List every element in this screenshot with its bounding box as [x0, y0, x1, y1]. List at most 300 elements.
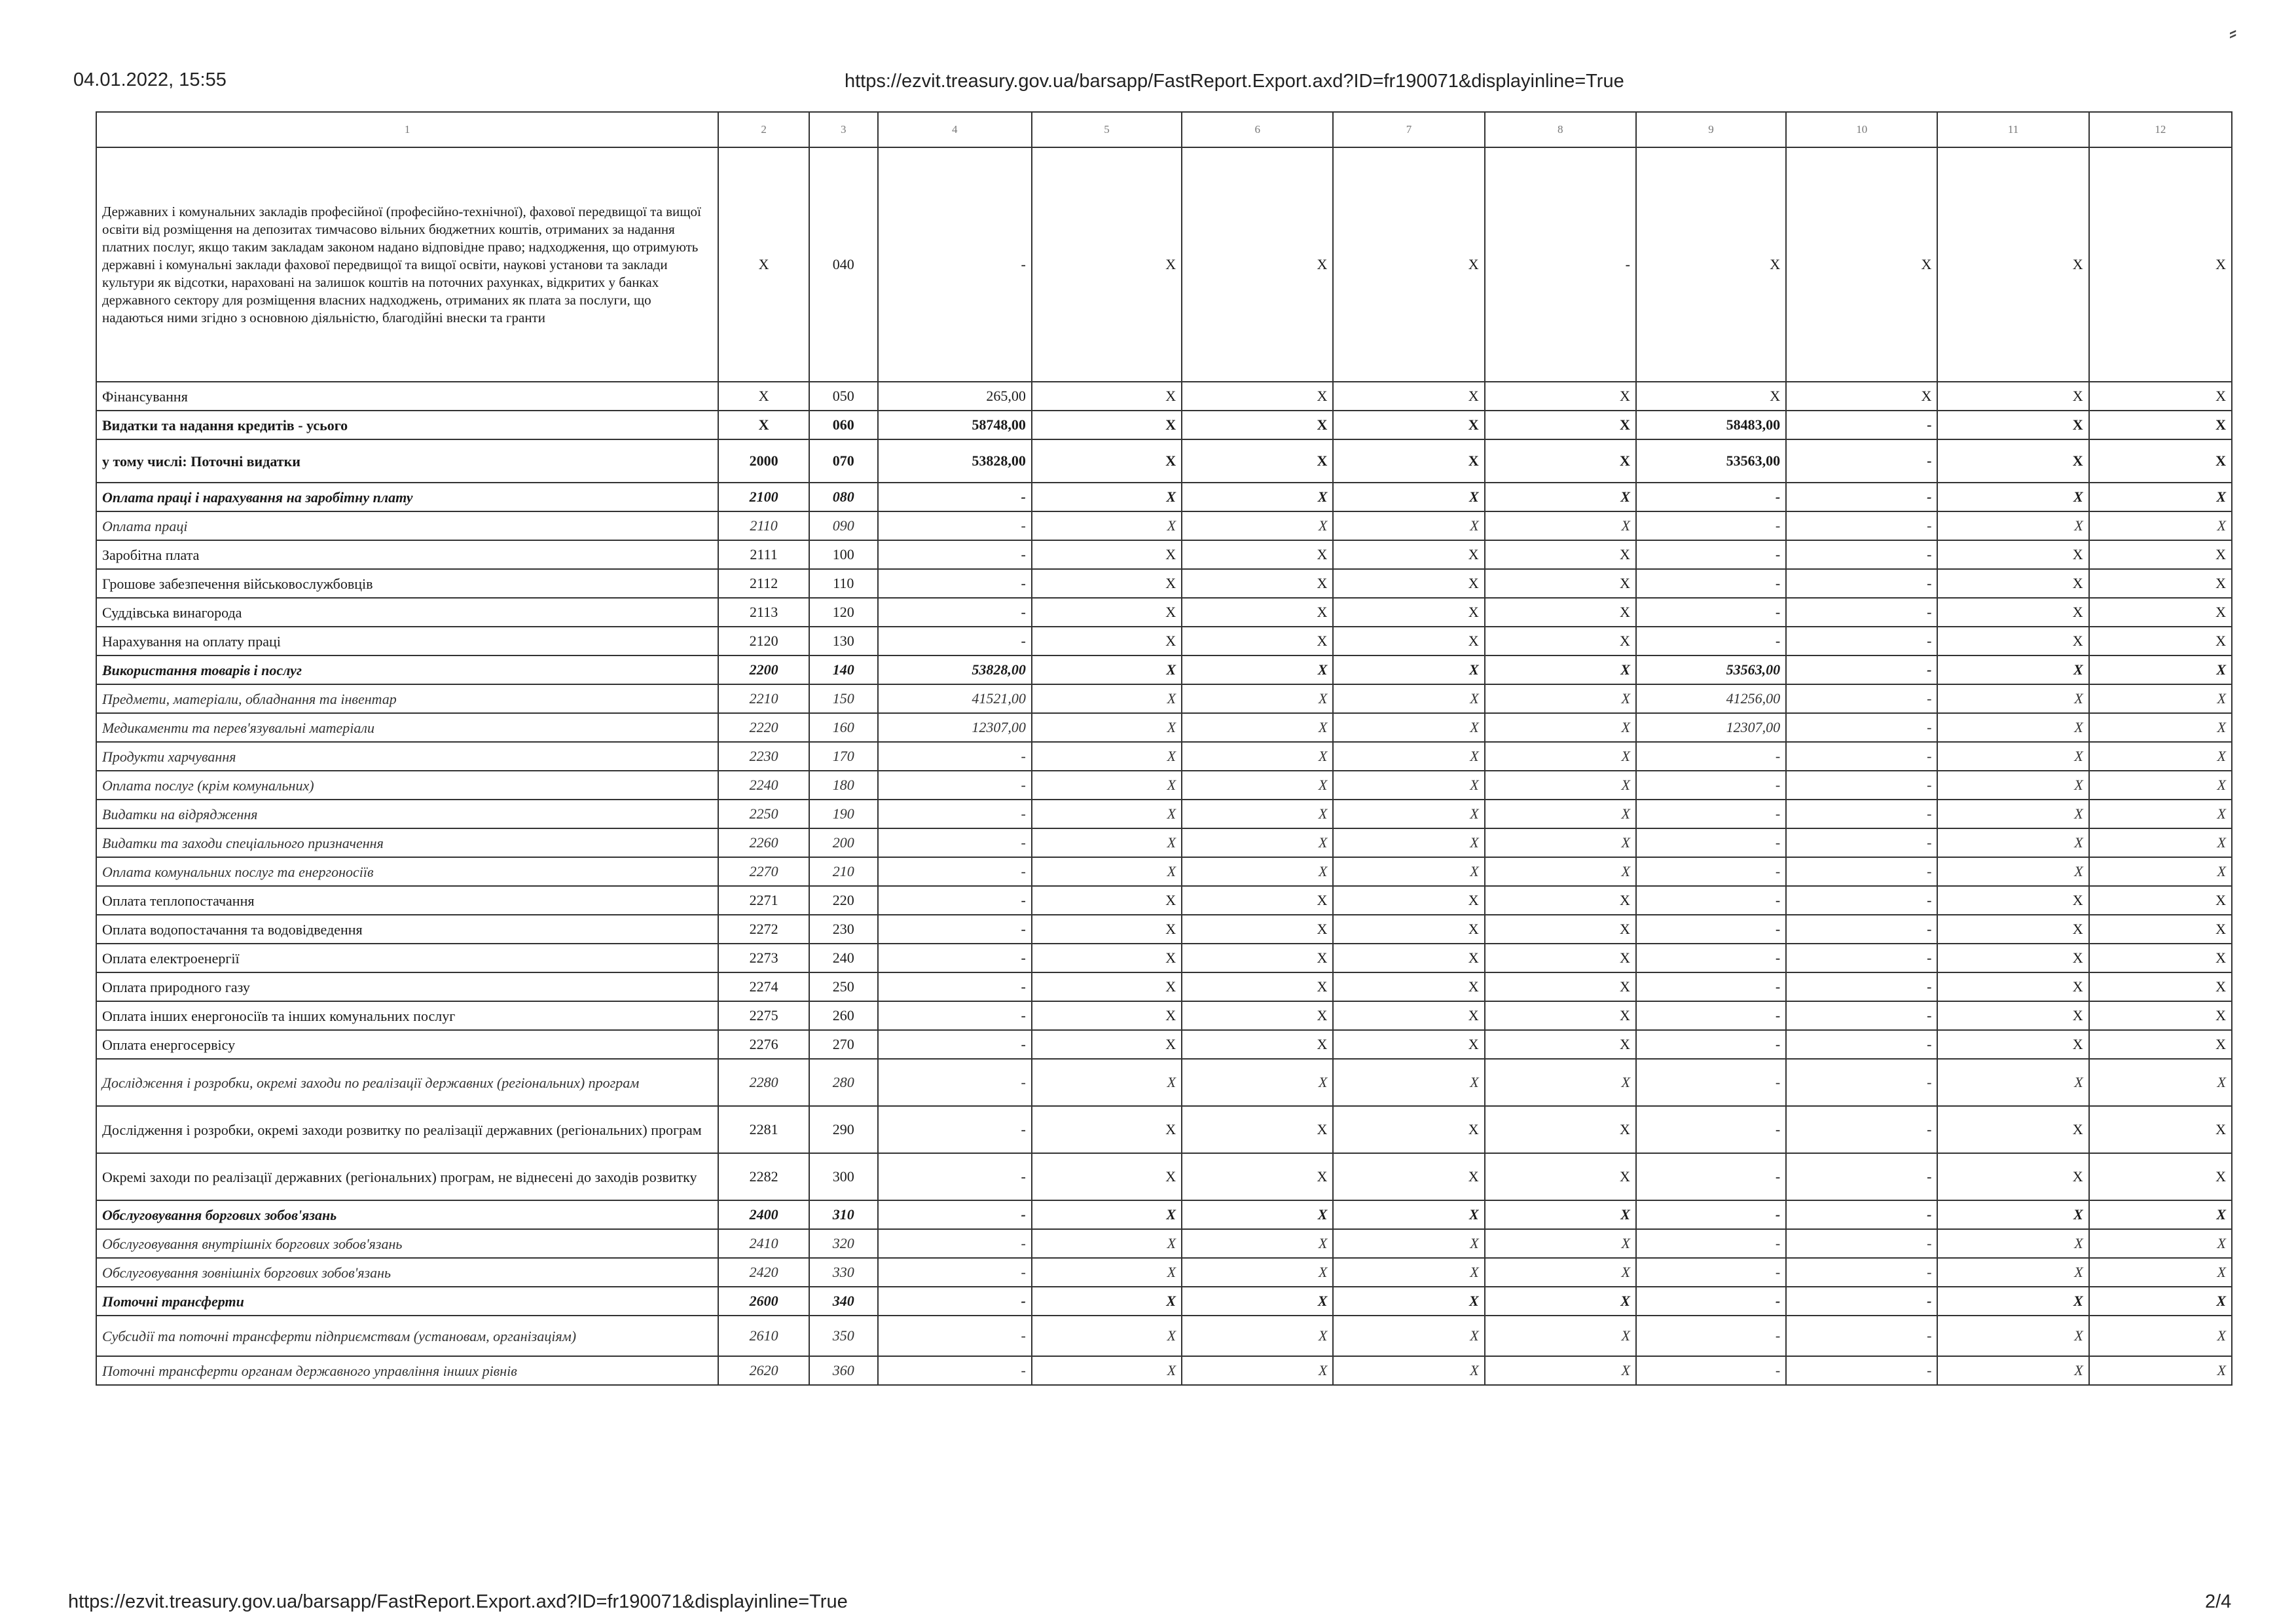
- value-col-12: X: [2089, 1287, 2232, 1316]
- value-col-5: X: [1032, 511, 1182, 540]
- table-row: [96, 857, 2232, 886]
- row-code: 170: [809, 742, 878, 771]
- value-col-9: -: [1636, 972, 1786, 1001]
- value-col-11: X: [1937, 411, 2088, 439]
- kekv-code: 2274: [718, 972, 809, 1001]
- value-col-11: X: [1937, 857, 2088, 886]
- value-col-11: X: [1937, 1153, 2088, 1200]
- value-col-7: X: [1333, 886, 1484, 915]
- row-code: 130: [809, 627, 878, 655]
- row-code: 110: [809, 569, 878, 598]
- value-col-5: X: [1032, 569, 1182, 598]
- value-col-7: X: [1333, 713, 1484, 742]
- value-col-8: X: [1485, 1106, 1636, 1153]
- value-col-11: X: [1937, 483, 2088, 511]
- value-col-7: X: [1333, 828, 1484, 857]
- value-col-11: X: [1937, 713, 2088, 742]
- value-col-6: X: [1182, 1153, 1333, 1200]
- value-col-9: -: [1636, 1356, 1786, 1385]
- row-label: Дослідження і розробки, окремі заходи по реалізації державних (регіональних) програм: [96, 1059, 718, 1106]
- value-col-12: X: [2089, 411, 2232, 439]
- row-label: Суддівська винагорода: [96, 598, 718, 627]
- column-number-4: 4: [878, 112, 1032, 147]
- value-col-12: X: [2089, 511, 2232, 540]
- row-label: Видатки та заходи спеціального призначення: [96, 828, 718, 857]
- value-col-10: -: [1786, 1316, 1937, 1356]
- row-code: 060: [809, 411, 878, 439]
- table-row: [96, 511, 2232, 540]
- value-col-4: -: [878, 511, 1032, 540]
- value-col-7: X: [1333, 1316, 1484, 1356]
- table-row: [96, 972, 2232, 1001]
- kekv-code: 2200: [718, 655, 809, 684]
- value-col-6: X: [1182, 655, 1333, 684]
- value-col-5: X: [1032, 382, 1182, 411]
- value-col-10: -: [1786, 828, 1937, 857]
- value-col-5: X: [1032, 972, 1182, 1001]
- page-url-header: https://ezvit.treasury.gov.ua/barsapp/FastReport.Export.axd?ID=fr190071&displayinline=True: [845, 71, 1624, 92]
- column-number-10: 10: [1786, 112, 1937, 147]
- table-row: [96, 540, 2232, 569]
- value-col-11: X: [1937, 742, 2088, 771]
- row-label: Субсидії та поточні трансферти підприємствам (установам, організаціям): [96, 1316, 718, 1356]
- value-col-9: -: [1636, 627, 1786, 655]
- value-col-11: X: [1937, 1316, 2088, 1356]
- value-col-8: X: [1485, 828, 1636, 857]
- value-col-4: -: [878, 147, 1032, 382]
- value-col-7: X: [1333, 1200, 1484, 1229]
- value-col-7: X: [1333, 915, 1484, 944]
- kekv-code: 2110: [718, 511, 809, 540]
- table-row: [96, 569, 2232, 598]
- value-col-11: X: [1937, 627, 2088, 655]
- value-col-4: -: [878, 1356, 1032, 1385]
- value-col-10: -: [1786, 540, 1937, 569]
- value-col-10: -: [1786, 1153, 1937, 1200]
- value-col-10: -: [1786, 1106, 1937, 1153]
- table-row: [96, 944, 2232, 972]
- row-label: Оплата праці: [96, 511, 718, 540]
- row-label: Обслуговування внутрішніх боргових зобов'язань: [96, 1229, 718, 1258]
- value-col-12: X: [2089, 655, 2232, 684]
- value-col-4: 58748,00: [878, 411, 1032, 439]
- value-col-4: -: [878, 627, 1032, 655]
- row-code: 150: [809, 684, 878, 713]
- row-code: 280: [809, 1059, 878, 1106]
- value-col-10: -: [1786, 915, 1937, 944]
- row-label: Оплата електроенергії: [96, 944, 718, 972]
- kekv-code: X: [718, 147, 809, 382]
- row-code: 310: [809, 1200, 878, 1229]
- report-body: [96, 147, 2232, 1385]
- value-col-4: -: [878, 1001, 1032, 1030]
- kekv-code: 2272: [718, 915, 809, 944]
- value-col-7: X: [1333, 411, 1484, 439]
- value-col-11: X: [1937, 382, 2088, 411]
- value-col-7: X: [1333, 1287, 1484, 1316]
- value-col-9: -: [1636, 1258, 1786, 1287]
- row-label: Грошове забезпечення військовослужбовців: [96, 569, 718, 598]
- value-col-9: -: [1636, 771, 1786, 800]
- value-col-7: X: [1333, 655, 1484, 684]
- value-col-6: X: [1182, 411, 1333, 439]
- value-col-4: -: [878, 540, 1032, 569]
- value-col-5: X: [1032, 915, 1182, 944]
- value-col-10: -: [1786, 944, 1937, 972]
- value-col-4: 53828,00: [878, 655, 1032, 684]
- kekv-code: 2400: [718, 1200, 809, 1229]
- table-row: [96, 1356, 2232, 1385]
- value-col-11: X: [1937, 1059, 2088, 1106]
- kekv-code: 2210: [718, 684, 809, 713]
- value-col-6: X: [1182, 1001, 1333, 1030]
- value-col-6: X: [1182, 915, 1333, 944]
- value-col-8: X: [1485, 886, 1636, 915]
- kekv-code: 2275: [718, 1001, 809, 1030]
- value-col-7: X: [1333, 1001, 1484, 1030]
- row-label: Медикаменти та перев'язувальні матеріали: [96, 713, 718, 742]
- row-code: 240: [809, 944, 878, 972]
- value-col-9: 58483,00: [1636, 411, 1786, 439]
- value-col-5: X: [1032, 886, 1182, 915]
- value-col-8: -: [1485, 147, 1636, 382]
- value-col-12: X: [2089, 1001, 2232, 1030]
- table-row: [96, 1030, 2232, 1059]
- value-col-10: -: [1786, 598, 1937, 627]
- value-col-6: X: [1182, 483, 1333, 511]
- kekv-code: 2620: [718, 1356, 809, 1385]
- value-col-6: X: [1182, 828, 1333, 857]
- value-col-8: X: [1485, 439, 1636, 483]
- row-code: 260: [809, 1001, 878, 1030]
- value-col-5: X: [1032, 1106, 1182, 1153]
- row-label: у тому числі: Поточні видатки: [96, 439, 718, 483]
- kekv-code: 2111: [718, 540, 809, 569]
- table-row: [96, 439, 2232, 483]
- row-label: Оплата теплопостачання: [96, 886, 718, 915]
- value-col-5: X: [1032, 1287, 1182, 1316]
- row-code: 330: [809, 1258, 878, 1287]
- value-col-10: -: [1786, 972, 1937, 1001]
- value-col-7: X: [1333, 382, 1484, 411]
- value-col-5: X: [1032, 1153, 1182, 1200]
- value-col-9: -: [1636, 800, 1786, 828]
- value-col-8: X: [1485, 1059, 1636, 1106]
- table-row: [96, 713, 2232, 742]
- value-col-12: X: [2089, 439, 2232, 483]
- value-col-4: -: [878, 598, 1032, 627]
- value-col-7: X: [1333, 439, 1484, 483]
- row-code: 160: [809, 713, 878, 742]
- value-col-6: X: [1182, 1059, 1333, 1106]
- column-number-7: 7: [1333, 112, 1484, 147]
- table-row: [96, 1287, 2232, 1316]
- value-col-7: X: [1333, 511, 1484, 540]
- table-row: [96, 771, 2232, 800]
- value-col-12: X: [2089, 742, 2232, 771]
- value-col-5: X: [1032, 771, 1182, 800]
- value-col-6: X: [1182, 147, 1333, 382]
- value-col-8: X: [1485, 742, 1636, 771]
- value-col-11: X: [1937, 439, 2088, 483]
- value-col-6: X: [1182, 800, 1333, 828]
- value-col-11: X: [1937, 828, 2088, 857]
- value-col-8: X: [1485, 771, 1636, 800]
- row-label: Фінансування: [96, 382, 718, 411]
- column-number-11: 11: [1937, 112, 2088, 147]
- value-col-4: 41521,00: [878, 684, 1032, 713]
- row-label: Оплата водопостачання та водовідведення: [96, 915, 718, 944]
- value-col-6: X: [1182, 1287, 1333, 1316]
- value-col-10: -: [1786, 655, 1937, 684]
- row-code: 100: [809, 540, 878, 569]
- row-code: 180: [809, 771, 878, 800]
- value-col-5: X: [1032, 684, 1182, 713]
- table-row: [96, 598, 2232, 627]
- value-col-5: X: [1032, 742, 1182, 771]
- value-col-4: -: [878, 1316, 1032, 1356]
- value-col-7: X: [1333, 742, 1484, 771]
- kekv-code: 2282: [718, 1153, 809, 1200]
- value-col-7: X: [1333, 540, 1484, 569]
- value-col-8: X: [1485, 857, 1636, 886]
- kekv-code: 2100: [718, 483, 809, 511]
- column-number-1: 1: [96, 112, 718, 147]
- value-col-4: 53828,00: [878, 439, 1032, 483]
- value-col-10: -: [1786, 1258, 1937, 1287]
- row-code: 080: [809, 483, 878, 511]
- value-col-6: X: [1182, 598, 1333, 627]
- value-col-4: -: [878, 771, 1032, 800]
- kekv-code: 2230: [718, 742, 809, 771]
- column-number-9: 9: [1636, 112, 1786, 147]
- value-col-8: X: [1485, 1153, 1636, 1200]
- row-label: Видатки та надання кредитів - усього: [96, 411, 718, 439]
- value-col-4: -: [878, 800, 1032, 828]
- value-col-12: X: [2089, 800, 2232, 828]
- value-col-6: X: [1182, 439, 1333, 483]
- table-row: [96, 1316, 2232, 1356]
- value-col-12: X: [2089, 598, 2232, 627]
- value-col-4: -: [878, 1229, 1032, 1258]
- value-col-7: X: [1333, 857, 1484, 886]
- column-number-2: 2: [718, 112, 809, 147]
- value-col-12: X: [2089, 915, 2232, 944]
- value-col-6: X: [1182, 382, 1333, 411]
- value-col-7: X: [1333, 771, 1484, 800]
- value-col-8: X: [1485, 627, 1636, 655]
- value-col-11: X: [1937, 800, 2088, 828]
- scan-artifact: ⸗: [2229, 20, 2237, 46]
- value-col-10: X: [1786, 147, 1937, 382]
- value-col-10: -: [1786, 439, 1937, 483]
- kekv-code: 2410: [718, 1229, 809, 1258]
- value-col-9: 53563,00: [1636, 655, 1786, 684]
- value-col-7: X: [1333, 1106, 1484, 1153]
- row-code: 040: [809, 147, 878, 382]
- value-col-7: X: [1333, 800, 1484, 828]
- value-col-5: X: [1032, 540, 1182, 569]
- value-col-4: 265,00: [878, 382, 1032, 411]
- value-col-6: X: [1182, 857, 1333, 886]
- value-col-10: -: [1786, 511, 1937, 540]
- value-col-8: X: [1485, 1001, 1636, 1030]
- row-label: Державних і комунальних закладів професійної (професійно-технічної), фахової передвищої та вищої освіти від розміщення на депозитах тимчасово вільних бюджетних коштів, отриманих за надання платних послуг, якщо таким закладам законом надано відповідне право; надходження, що отримують державні і комунальні заклади фахової передвищої та вищої освіти, наукові установи та заклади культури як відсотки, нараховані на залишок коштів на поточних рахунках, відкритих у банках державного сектору для розміщення власних надходжень, отриманих як плата за послуги, що надаються ними згідно з основною діяльністю, благодійні внески та гранти: [96, 147, 718, 382]
- value-col-8: X: [1485, 382, 1636, 411]
- value-col-10: -: [1786, 886, 1937, 915]
- report-table: [96, 111, 2232, 1386]
- value-col-10: -: [1786, 713, 1937, 742]
- row-label: Дослідження і розробки, окремі заходи розвитку по реалізації державних (регіональних) програм: [96, 1106, 718, 1153]
- row-label: Нарахування на оплату праці: [96, 627, 718, 655]
- value-col-11: X: [1937, 511, 2088, 540]
- value-col-8: X: [1485, 511, 1636, 540]
- row-label: Обслуговування зовнішніх боргових зобов'язань: [96, 1258, 718, 1287]
- value-col-9: -: [1636, 1200, 1786, 1229]
- value-col-6: X: [1182, 627, 1333, 655]
- kekv-code: 2113: [718, 598, 809, 627]
- value-col-4: -: [878, 483, 1032, 511]
- value-col-5: X: [1032, 1059, 1182, 1106]
- value-col-5: X: [1032, 627, 1182, 655]
- value-col-6: X: [1182, 886, 1333, 915]
- value-col-4: -: [878, 569, 1032, 598]
- value-col-11: X: [1937, 1200, 2088, 1229]
- value-col-7: X: [1333, 1153, 1484, 1200]
- value-col-9: -: [1636, 1106, 1786, 1153]
- value-col-12: X: [2089, 1229, 2232, 1258]
- value-col-12: X: [2089, 1106, 2232, 1153]
- value-col-10: -: [1786, 483, 1937, 511]
- value-col-9: -: [1636, 742, 1786, 771]
- value-col-10: -: [1786, 857, 1937, 886]
- value-col-11: X: [1937, 1001, 2088, 1030]
- row-code: 320: [809, 1229, 878, 1258]
- value-col-9: 12307,00: [1636, 713, 1786, 742]
- value-col-8: X: [1485, 483, 1636, 511]
- value-col-11: X: [1937, 1030, 2088, 1059]
- row-code: 210: [809, 857, 878, 886]
- value-col-7: X: [1333, 569, 1484, 598]
- value-col-6: X: [1182, 771, 1333, 800]
- value-col-10: -: [1786, 800, 1937, 828]
- kekv-code: 2610: [718, 1316, 809, 1356]
- value-col-8: X: [1485, 1030, 1636, 1059]
- table-row: [96, 1059, 2232, 1106]
- value-col-5: X: [1032, 1001, 1182, 1030]
- value-col-5: X: [1032, 598, 1182, 627]
- value-col-12: X: [2089, 1258, 2232, 1287]
- row-label: Оплата інших енергоносіїв та інших комунальних послуг: [96, 1001, 718, 1030]
- kekv-code: 2276: [718, 1030, 809, 1059]
- value-col-5: X: [1032, 944, 1182, 972]
- value-col-4: -: [878, 886, 1032, 915]
- value-col-8: X: [1485, 1200, 1636, 1229]
- row-code: 360: [809, 1356, 878, 1385]
- row-code: 290: [809, 1106, 878, 1153]
- value-col-9: -: [1636, 886, 1786, 915]
- value-col-11: X: [1937, 771, 2088, 800]
- value-col-5: X: [1032, 828, 1182, 857]
- row-code: 140: [809, 655, 878, 684]
- column-number-5: 5: [1032, 112, 1182, 147]
- kekv-code: 2250: [718, 800, 809, 828]
- value-col-7: X: [1333, 1030, 1484, 1059]
- value-col-6: X: [1182, 1258, 1333, 1287]
- value-col-9: X: [1636, 382, 1786, 411]
- row-code: 250: [809, 972, 878, 1001]
- table-row: [96, 800, 2232, 828]
- value-col-9: -: [1636, 1316, 1786, 1356]
- value-col-11: X: [1937, 540, 2088, 569]
- kekv-code: 2000: [718, 439, 809, 483]
- row-label: Заробітна плата: [96, 540, 718, 569]
- value-col-12: X: [2089, 147, 2232, 382]
- table-row: [96, 1200, 2232, 1229]
- value-col-10: X: [1786, 382, 1937, 411]
- value-col-12: X: [2089, 1030, 2232, 1059]
- column-number-12: 12: [2089, 112, 2232, 147]
- kekv-code: X: [718, 411, 809, 439]
- row-label: Оплата енергосервісу: [96, 1030, 718, 1059]
- value-col-5: X: [1032, 655, 1182, 684]
- value-col-8: X: [1485, 972, 1636, 1001]
- value-col-8: X: [1485, 1229, 1636, 1258]
- value-col-5: X: [1032, 800, 1182, 828]
- table-row: [96, 147, 2232, 382]
- row-label: Продукти харчування: [96, 742, 718, 771]
- value-col-8: X: [1485, 598, 1636, 627]
- value-col-11: X: [1937, 569, 2088, 598]
- row-code: 270: [809, 1030, 878, 1059]
- row-code: 120: [809, 598, 878, 627]
- value-col-10: -: [1786, 742, 1937, 771]
- value-col-4: -: [878, 1106, 1032, 1153]
- row-code: 070: [809, 439, 878, 483]
- table-row: [96, 382, 2232, 411]
- value-col-11: X: [1937, 1106, 2088, 1153]
- kekv-code: 2420: [718, 1258, 809, 1287]
- value-col-11: X: [1937, 1229, 2088, 1258]
- kekv-code: 2280: [718, 1059, 809, 1106]
- value-col-7: X: [1333, 147, 1484, 382]
- value-col-6: X: [1182, 1030, 1333, 1059]
- page-number: 2/4: [2205, 1591, 2232, 1612]
- value-col-4: 12307,00: [878, 713, 1032, 742]
- value-col-9: -: [1636, 569, 1786, 598]
- kekv-code: X: [718, 382, 809, 411]
- value-col-6: X: [1182, 1200, 1333, 1229]
- value-col-12: X: [2089, 972, 2232, 1001]
- value-col-8: X: [1485, 684, 1636, 713]
- value-col-12: X: [2089, 1356, 2232, 1385]
- column-number-8: 8: [1485, 112, 1636, 147]
- value-col-11: X: [1937, 655, 2088, 684]
- value-col-9: -: [1636, 1001, 1786, 1030]
- value-col-8: X: [1485, 1287, 1636, 1316]
- value-col-5: X: [1032, 1200, 1182, 1229]
- value-col-8: X: [1485, 1356, 1636, 1385]
- value-col-12: X: [2089, 382, 2232, 411]
- kekv-code: 2120: [718, 627, 809, 655]
- value-col-6: X: [1182, 972, 1333, 1001]
- value-col-8: X: [1485, 540, 1636, 569]
- value-col-9: X: [1636, 147, 1786, 382]
- row-label: Оплата послуг (крім комунальних): [96, 771, 718, 800]
- value-col-9: -: [1636, 944, 1786, 972]
- row-label: Обслуговування боргових зобов'язань: [96, 1200, 718, 1229]
- table-row: [96, 655, 2232, 684]
